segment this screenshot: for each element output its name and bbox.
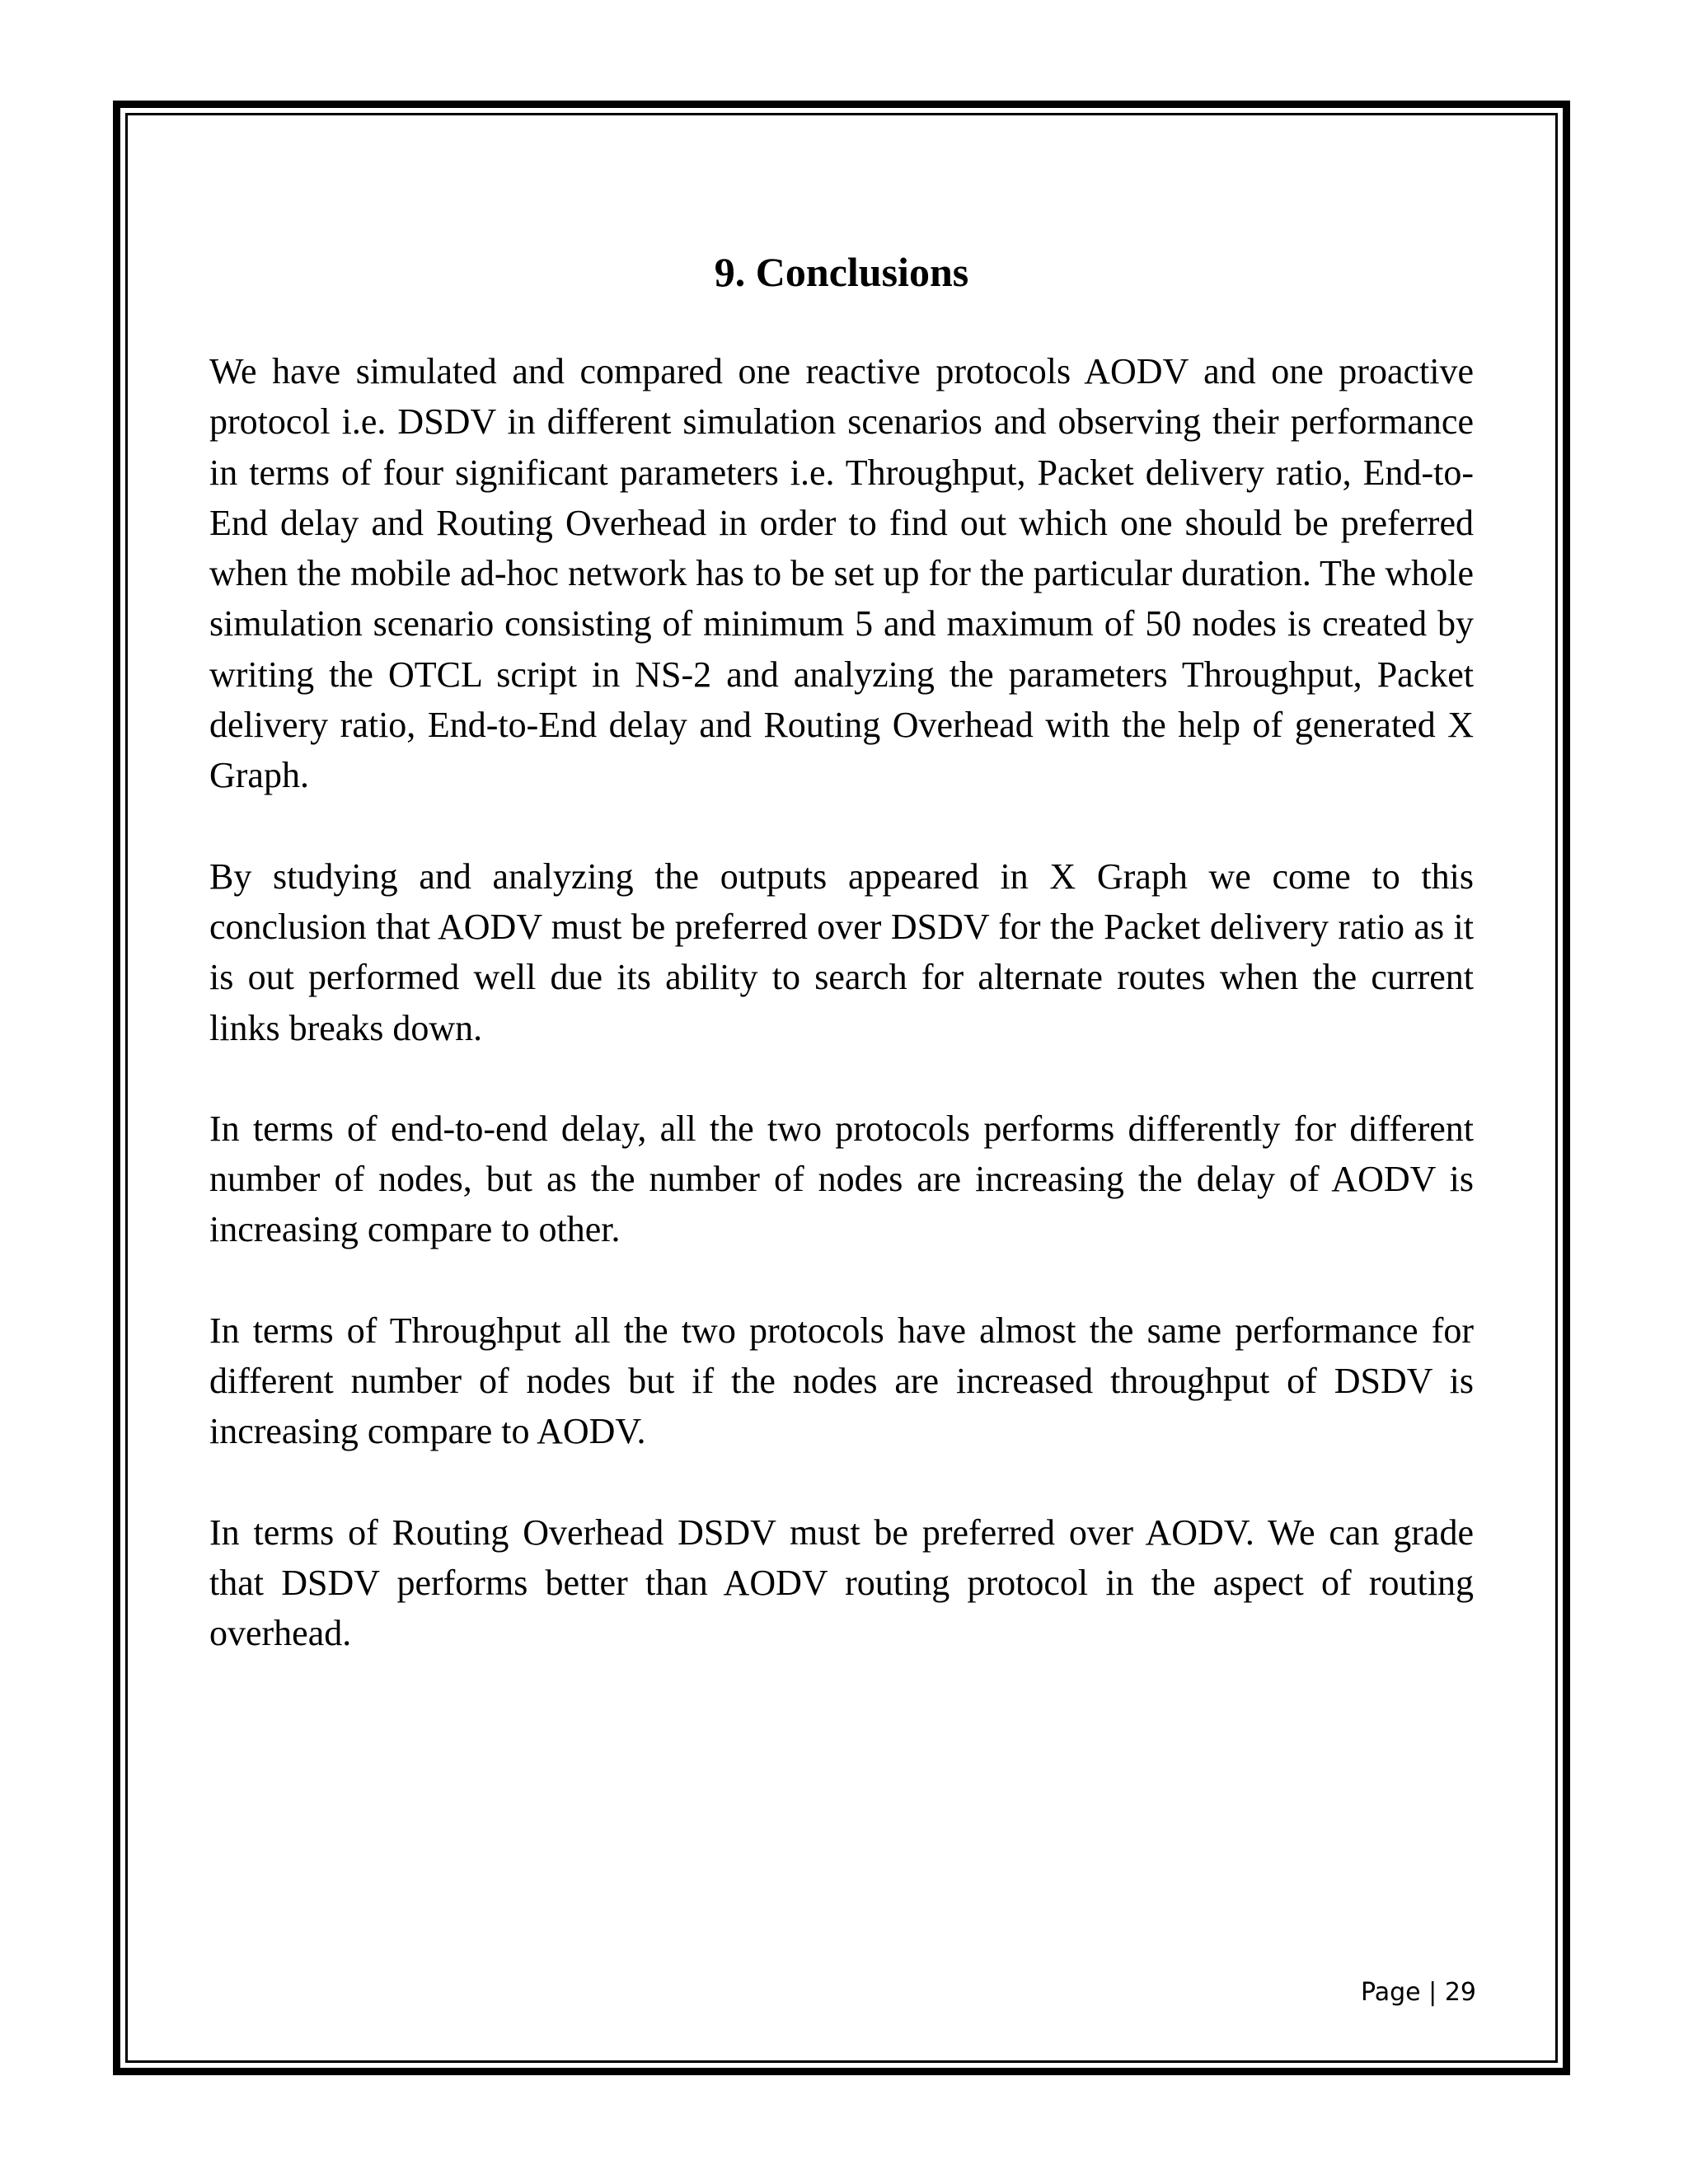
paragraph-routing-overhead: In terms of Routing Overhead DSDV must be preferred over AODV. We can grade that DSDV performs better than AODV routing protocol in the aspect of routing overhead. [209, 1511, 1474, 1654]
paragraph-simulation-summary: We have simulated and compared one reactive protocols AODV and one proactive protocol i.e. DSDV in different simulation scenarios and observing their performance in terms of four significant parameters i.e. Throughput, Packet delivery ratio, End-to-End delay and Routing Overhead in order to find out which one should be preferred when the mobile ad-hoc network has to be set up for the particular duration. The whole simulation scenario consisting of minimum 5 and maximum of 50 nodes is created by writing the OTCL script in NS-2 and analyzing the parameters Throughput, Packet delivery ratio, End-to-End delay and Routing Overhead with the help of generated X Graph. [209, 351, 1474, 796]
paragraph-throughput: In terms of Throughput all the two protocols have almost the same performance for different number of nodes but if the nodes are increased throughput of DSDV is increasing compare to AODV. [209, 1310, 1474, 1452]
page-number: Page | 29 [1361, 1978, 1476, 2007]
paragraph-packet-delivery: By studying and analyzing the outputs appeared in X Graph we come to this conclusion that AODV must be preferred over DSDV for the Packet delivery ratio as it is out performed well due its ability to search for alternate routes when the current links breaks down. [209, 855, 1474, 1048]
section-title: 9. Conclusions [714, 249, 969, 295]
document-body [209, 247, 1474, 1709]
paragraph-end-to-end-delay: In terms of end-to-end delay, all the two protocols performs differently for different number of nodes, but as the number of nodes are increasing the delay of AODV is increasing compare to other. [209, 1108, 1474, 1250]
